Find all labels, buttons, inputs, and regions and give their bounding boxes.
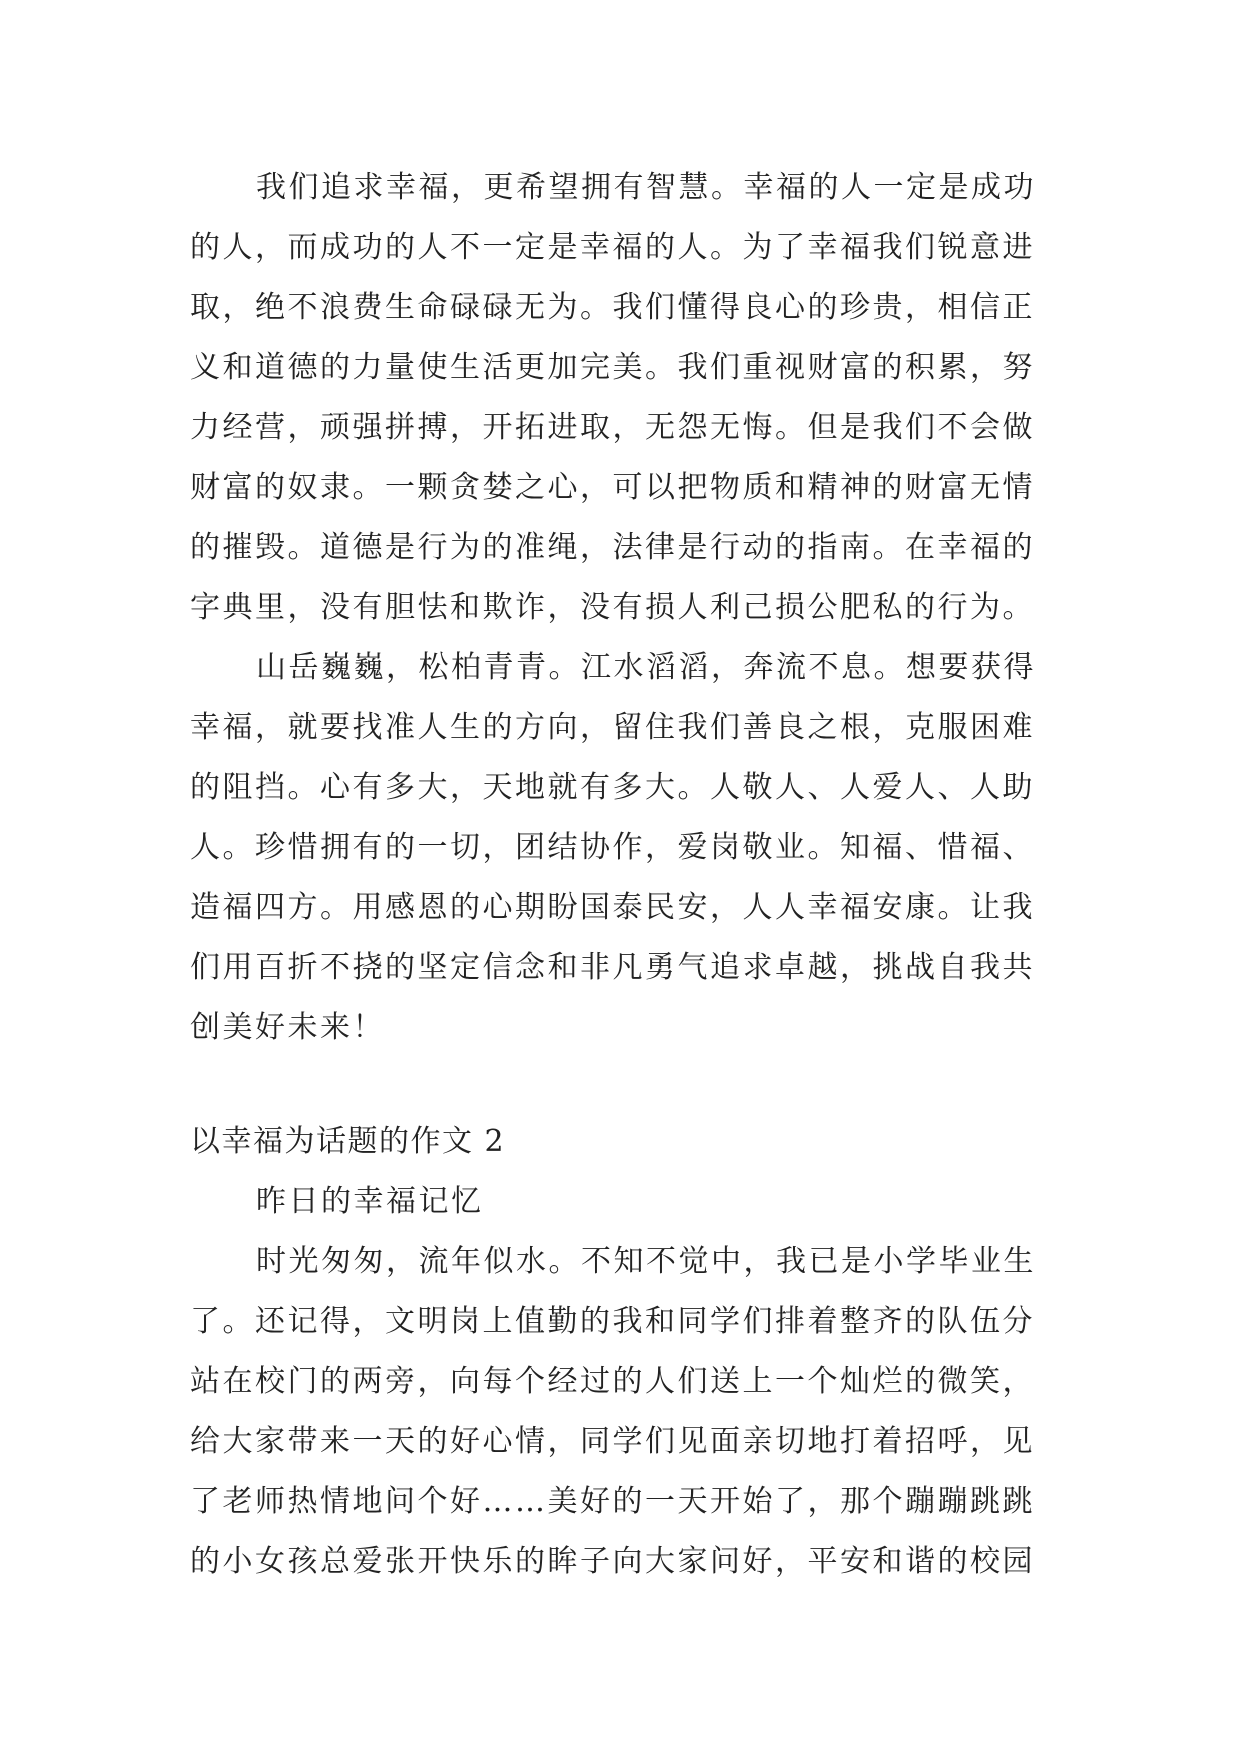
text-line: 取，绝不浪费生命碌碌无为。我们懂得良心的珍贵，相信正 <box>190 290 1035 325</box>
text-line: 了。还记得，文明岗上值勤的我和同学们排着整齐的队伍分 <box>190 1304 1035 1339</box>
section-spacer <box>190 1058 1060 1112</box>
text-line: 财富的奴隶。一颗贪婪之心，可以把物质和精神的财富无情 <box>190 470 1035 505</box>
text-line: 人。珍惜拥有的一切，团结协作，爱岗敬业。知福、惜福、 <box>190 830 1035 865</box>
paragraph-mountains <box>190 638 1060 1058</box>
text-line: 字典里，没有胆怯和欺诈，没有损人利己损公肥私的行为。 <box>190 590 1035 625</box>
text-line: 的摧毁。道德是行为的准绳，法律是行动的指南。在幸福的 <box>190 530 1035 565</box>
text-line: 的人，而成功的人不一定是幸福的人。为了幸福我们锐意进 <box>190 230 1035 265</box>
text-line: 了老师热情地问个好……美好的一天开始了，那个蹦蹦跳跳 <box>190 1484 1035 1519</box>
text-line: 山岳巍巍，松柏青青。江水滔滔，奔流不息。想要获得 <box>256 650 1036 685</box>
document-body <box>190 158 1060 1592</box>
text-line: 造福四方。用感恩的心期盼国泰民安，人人幸福安康。让我 <box>190 890 1035 925</box>
text-line: 我们追求幸福，更希望拥有智慧。幸福的人一定是成功 <box>256 170 1036 205</box>
section-title: 以幸福为话题的作文 2 <box>190 1124 506 1159</box>
paragraph-memory <box>190 1232 1060 1592</box>
text-line: 幸福，就要找准人生的方向，留住我们善良之根，克服困难 <box>190 710 1035 745</box>
text-line: 力经营，顽强拼搏，开拓进取，无怨无悔。但是我们不会做 <box>190 410 1035 445</box>
text-line: 站在校门的两旁，向每个经过的人们送上一个灿烂的微笑， <box>190 1364 1035 1399</box>
text-line: 创美好未来！ <box>190 1010 385 1045</box>
text-line: 们用百折不挠的坚定信念和非凡勇气追求卓越，挑战自我共 <box>190 950 1035 985</box>
text-line: 的阻挡。心有多大，天地就有多大。人敬人、人爱人、人助 <box>190 770 1035 805</box>
subtitle: 昨日的幸福记忆 <box>256 1184 484 1219</box>
text-line: 给大家带来一天的好心情，同学们见面亲切地打着招呼，见 <box>190 1424 1035 1459</box>
text-line: 义和道德的力量使生活更加完美。我们重视财富的积累，努 <box>190 350 1035 385</box>
subtitle-block <box>190 1172 1060 1232</box>
text-line: 的小女孩总爱张开快乐的眸子向大家问好，平安和谐的校园 <box>190 1544 1035 1579</box>
text-line: 时光匆匆，流年似水。不知不觉中，我已是小学毕业生 <box>256 1244 1036 1279</box>
paragraph-happiness-wisdom <box>190 158 1060 638</box>
